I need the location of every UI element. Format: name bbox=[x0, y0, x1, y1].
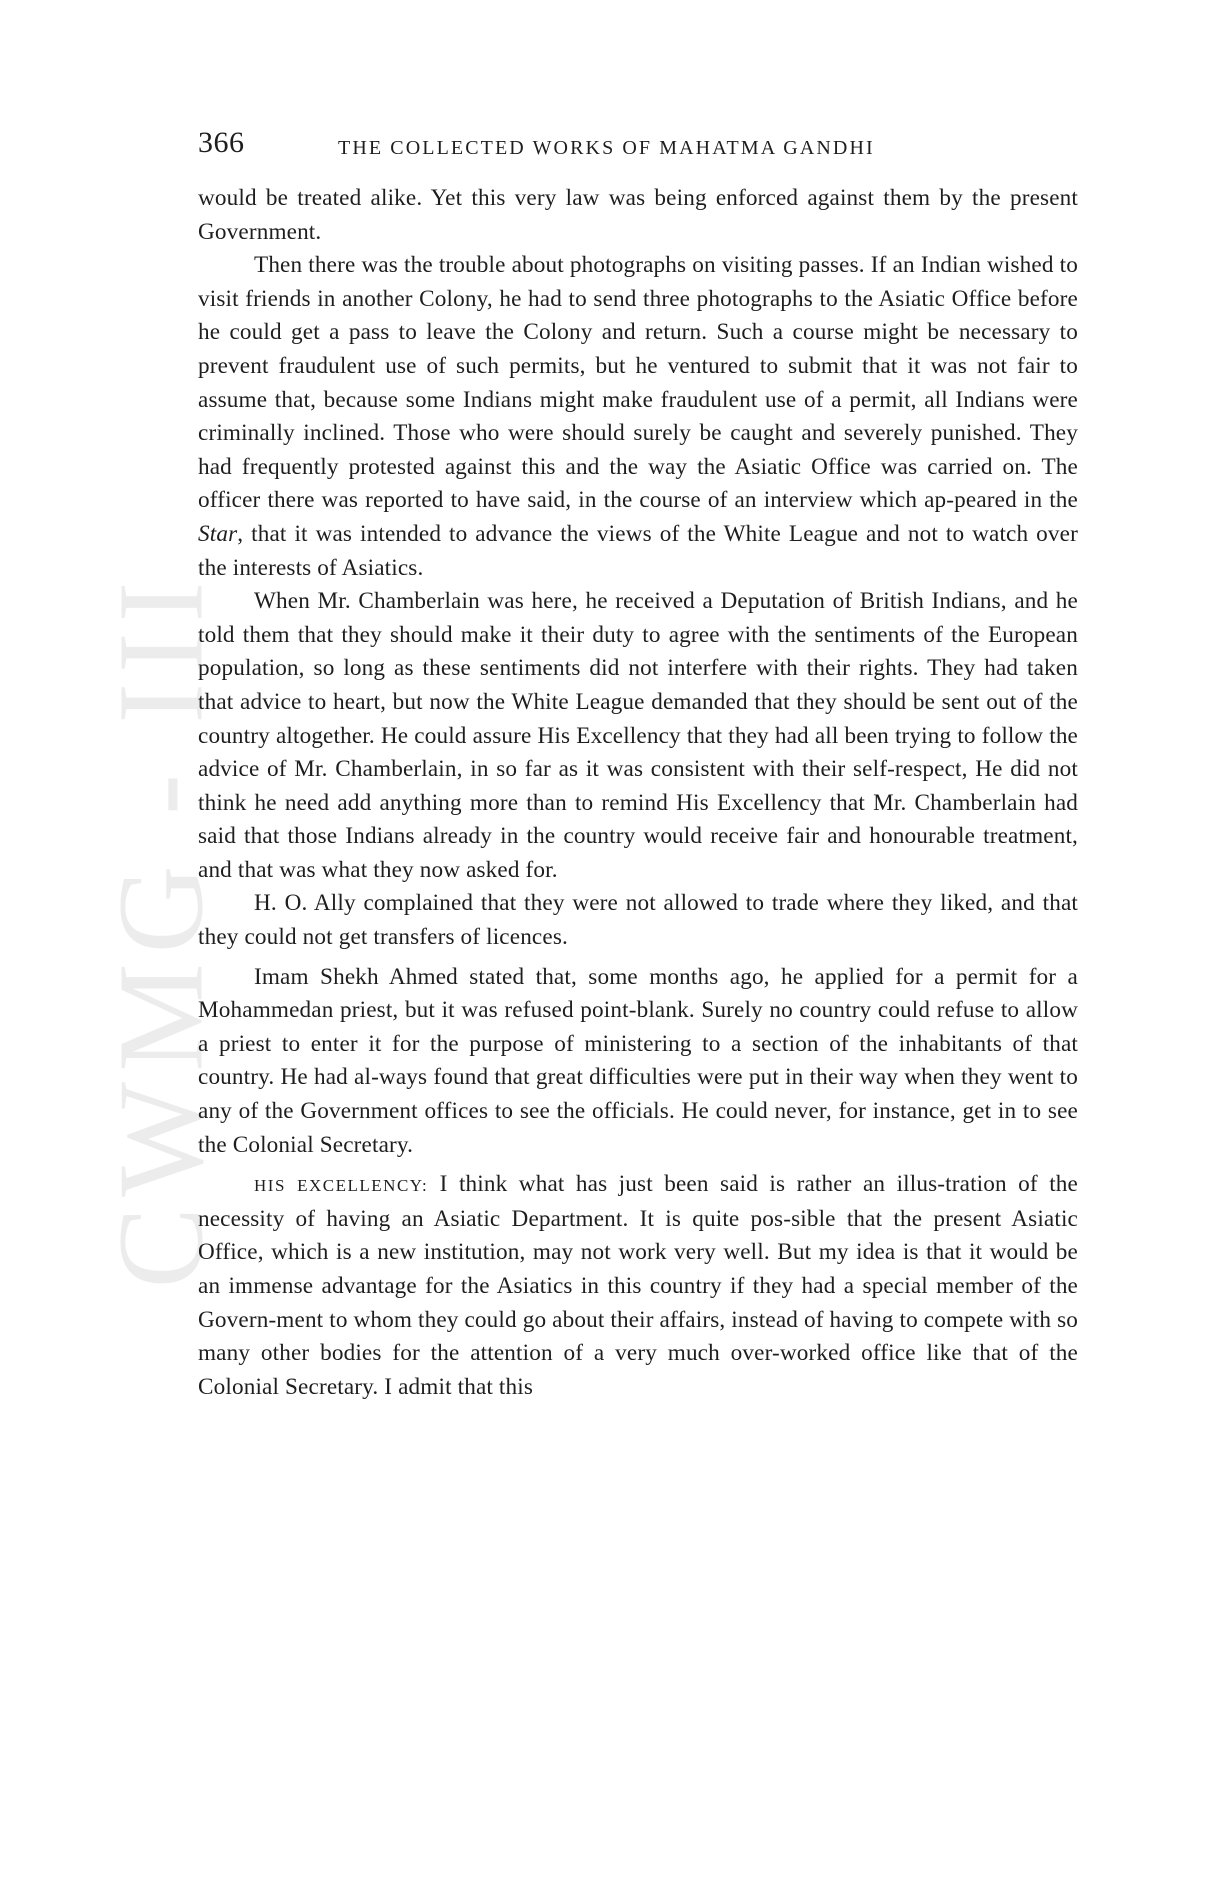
page-number: 366 bbox=[198, 126, 245, 159]
newspaper-name: Star bbox=[198, 520, 238, 547]
paragraph-4: H. O. Ally complained that they were not allowed to trade where they liked, and that they could not get transfers of licences. bbox=[198, 890, 1078, 951]
paragraph-2: Then there was the trouble about photographs on visiting passes. If an Indian wished to visit friends in another Colony, he had to send three photographs to the Asiatic Office before he could get a pass to leave the Colony and return. Such a course might be necessary to prevent fraudulent use of such permits, but he ventured to submit that it was not fair to assume that, because some Indians might make fraudulent use of a permit, all Indians were criminally inclined. Those who were should surely be caught and severely punished. They had frequently protested against this and the way the Asiatic Office was carried on. The officer there was reported to have said, in the course of an interview which ap-peared in the Star, that it was intended to advance the views of the White League and not to watch over the interests of Asiatics. bbox=[198, 252, 1078, 581]
watermark-text: CWMG - III bbox=[93, 571, 228, 1289]
paragraph-6 bbox=[198, 1168, 1078, 1404]
book-title: THE COLLECTED WORKS OF MAHATMA GANDHI bbox=[338, 137, 875, 159]
paragraph-1: would be treated alike. Yet this very law was being enforced against them by the present Government. bbox=[198, 185, 1078, 245]
speaker-label: HIS EXCELLENCY: bbox=[254, 1176, 429, 1196]
paragraph-5: Imam Shekh Ahmed stated that, some months ago, he applied for a permit for a Mohammedan priest, but it was refused point-blank. Surely no country could refuse to allow a priest to enter it for the purpose of ministering to a section of the inhabitants of that country. He had al-ways found that great difficulties were put in their way when they went to any of the Government offices to see the officials. He could never, for instance, get in to see the Colonial Secretary. bbox=[198, 963, 1078, 1158]
body-text bbox=[198, 182, 1078, 1404]
running-head bbox=[198, 126, 1078, 166]
paragraph-6-text: I think what has just been said is rather an illus-tration of the necessity of having an Asiatic Department. It is quite pos-sible that the present Asiatic Office, which is a new institution, may not work very well. But my idea is that it would be an immense advantage for the Asiatics in this country if they had a special member of the Govern-ment to whom they could go about their affairs, instead of having to compete with so many other bodies for the attention of a very much over-worked office like that of the Colonial Secretary. I admit that this bbox=[198, 1171, 1078, 1400]
paragraph-3: When Mr. Chamberlain was here, he received a Deputation of British Indians, and he told them that they should make it their duty to agree with the sentiments of the European population, so long as these sentiments did not interfere with their rights. They had taken that advice to heart, but now the White League demanded that they should be sent out of the country altogether. He could assure His Excellency that they had all been trying to follow the advice of Mr. Chamberlain, in so far as it was consistent with their self-respect, He did not think he need add anything more than to remind His Excellency that Mr. Chamberlain had said that those Indians already in the country would receive fair and honourable treatment, and that was what they now asked for. bbox=[198, 588, 1078, 883]
